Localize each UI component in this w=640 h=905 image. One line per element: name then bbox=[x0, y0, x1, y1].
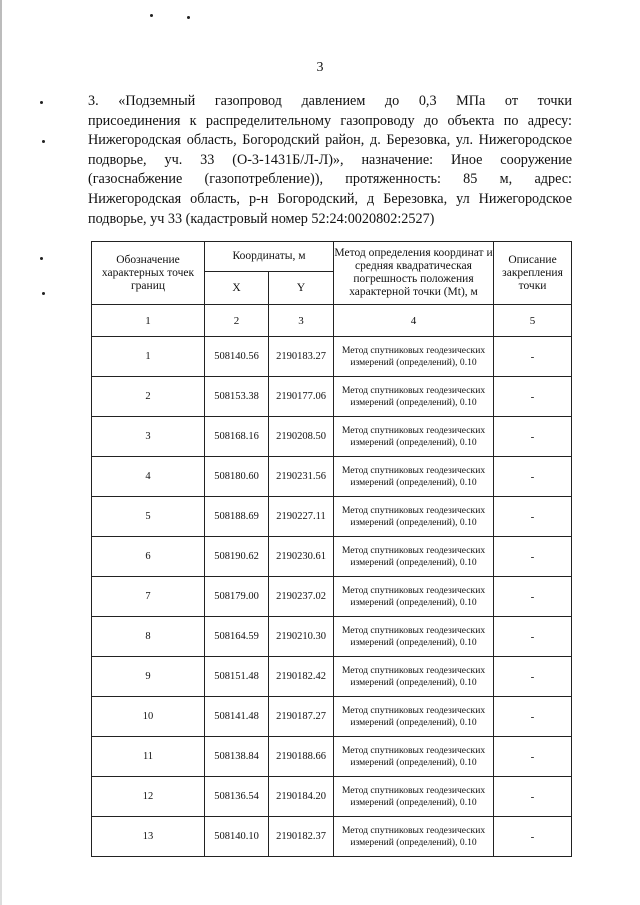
description-cell: - bbox=[494, 737, 572, 777]
point-number: 9 bbox=[92, 657, 205, 697]
point-number: 2 bbox=[92, 377, 205, 417]
scan-speck bbox=[187, 16, 190, 19]
header-points: Обозначение характерных точек границ bbox=[92, 242, 205, 305]
description-cell: - bbox=[494, 577, 572, 617]
description-line: Нижегородская область, р-н Богородский, д Березовка, ул Нижегородское bbox=[88, 190, 572, 207]
method-cell: Метод спутниковых геодезических измерений (определений), 0.10 bbox=[334, 657, 494, 697]
description-cell: - bbox=[494, 617, 572, 657]
method-cell: Метод спутниковых геодезических измерений (определений), 0.10 bbox=[334, 777, 494, 817]
method-cell: Метод спутниковых геодезических измерений (определений), 0.10 bbox=[334, 577, 494, 617]
header-x: X bbox=[205, 272, 269, 305]
method-cell: Метод спутниковых геодезических измерений (определений), 0.10 bbox=[334, 697, 494, 737]
description-cell: - bbox=[494, 817, 572, 857]
coord-x: 508141.48 bbox=[205, 697, 269, 737]
scan-speck bbox=[150, 14, 153, 17]
point-number: 13 bbox=[92, 817, 205, 857]
description-cell: - bbox=[494, 377, 572, 417]
coord-x: 508164.59 bbox=[205, 617, 269, 657]
coord-y: 2190210.30 bbox=[269, 617, 334, 657]
point-number: 5 bbox=[92, 497, 205, 537]
column-number: 3 bbox=[269, 305, 334, 337]
coordinates-table bbox=[91, 241, 572, 857]
coord-y: 2190182.42 bbox=[269, 657, 334, 697]
point-number: 12 bbox=[92, 777, 205, 817]
column-number: 1 bbox=[92, 305, 205, 337]
method-cell: Метод спутниковых геодезических измерений (определений), 0.10 bbox=[334, 737, 494, 777]
method-cell: Метод спутниковых геодезических измерений (определений), 0.10 bbox=[334, 617, 494, 657]
description-cell: - bbox=[494, 457, 572, 497]
coord-x: 508168.16 bbox=[205, 417, 269, 457]
coord-y: 2190227.11 bbox=[269, 497, 334, 537]
scan-speck bbox=[42, 292, 45, 295]
coord-y: 2190182.37 bbox=[269, 817, 334, 857]
point-number: 10 bbox=[92, 697, 205, 737]
method-cell: Метод спутниковых геодезических измерений (определений), 0.10 bbox=[334, 817, 494, 857]
point-number: 3 bbox=[92, 417, 205, 457]
header-coordinates: Координаты, м bbox=[205, 242, 334, 272]
object-description bbox=[88, 92, 572, 229]
table-row bbox=[92, 537, 572, 577]
description-cell: - bbox=[494, 337, 572, 377]
table-row bbox=[92, 417, 572, 457]
table-row bbox=[92, 817, 572, 857]
coord-x: 508140.56 bbox=[205, 337, 269, 377]
coord-x: 508140.10 bbox=[205, 817, 269, 857]
table-row bbox=[92, 777, 572, 817]
table-row bbox=[92, 697, 572, 737]
description-cell: - bbox=[494, 417, 572, 457]
coord-y: 2190184.20 bbox=[269, 777, 334, 817]
coord-y: 2190188.66 bbox=[269, 737, 334, 777]
method-cell: Метод спутниковых геодезических измерений (определений), 0.10 bbox=[334, 537, 494, 577]
coord-y: 2190187.27 bbox=[269, 697, 334, 737]
description-line: 3. «Подземный газопровод давлением до 0,3 МПа от точки bbox=[88, 93, 572, 109]
coord-x: 508153.38 bbox=[205, 377, 269, 417]
coord-x: 508138.84 bbox=[205, 737, 269, 777]
description-line: подворье, уч 33 (кадастровый номер 52:24:0020802:2527) bbox=[88, 210, 435, 227]
coord-x: 508188.69 bbox=[205, 497, 269, 537]
coord-x: 508151.48 bbox=[205, 657, 269, 697]
coord-x: 508180.60 bbox=[205, 457, 269, 497]
header-y: Y bbox=[269, 272, 334, 305]
method-cell: Метод спутниковых геодезических измерений (определений), 0.10 bbox=[334, 417, 494, 457]
coord-x: 508190.62 bbox=[205, 537, 269, 577]
method-cell: Метод спутниковых геодезических измерений (определений), 0.10 bbox=[334, 497, 494, 537]
description-cell: - bbox=[494, 657, 572, 697]
column-number: 2 bbox=[205, 305, 269, 337]
column-number: 4 bbox=[334, 305, 494, 337]
table-row bbox=[92, 737, 572, 777]
method-cell: Метод спутниковых геодезических измерений (определений), 0.10 bbox=[334, 377, 494, 417]
table-row bbox=[92, 577, 572, 617]
header-description: Описание закрепления точки bbox=[494, 242, 572, 305]
method-cell: Метод спутниковых геодезических измерений (определений), 0.10 bbox=[334, 457, 494, 497]
coord-y: 2190208.50 bbox=[269, 417, 334, 457]
description-line: присоединения к распределительному газопроводу до объекта по адресу: bbox=[88, 112, 572, 129]
scan-speck bbox=[42, 140, 45, 143]
point-number: 11 bbox=[92, 737, 205, 777]
table-row bbox=[92, 497, 572, 537]
coord-y: 2190237.02 bbox=[269, 577, 334, 617]
coord-y: 2190231.56 bbox=[269, 457, 334, 497]
description-line: подворье, уч. 33 (О-3-1431Б/Л-Л)», назначение: Иное сооружение bbox=[88, 151, 572, 168]
point-number: 8 bbox=[92, 617, 205, 657]
description-line: (газоснабжение (газопотребление)), протяженность: 85 м, адрес: bbox=[88, 171, 572, 188]
description-cell: - bbox=[494, 777, 572, 817]
header-method: Метод определения координат и средняя квадратическая погрешность положения характерной точки (Mt), м bbox=[334, 242, 494, 305]
coord-x: 508179.00 bbox=[205, 577, 269, 617]
description-cell: - bbox=[494, 537, 572, 577]
point-number: 6 bbox=[92, 537, 205, 577]
description-cell: - bbox=[494, 497, 572, 537]
table-row bbox=[92, 337, 572, 377]
scan-edge bbox=[0, 0, 2, 905]
scan-speck bbox=[40, 101, 43, 104]
table-row bbox=[92, 457, 572, 497]
table-row bbox=[92, 617, 572, 657]
coord-x: 508136.54 bbox=[205, 777, 269, 817]
method-cell: Метод спутниковых геодезических измерений (определений), 0.10 bbox=[334, 337, 494, 377]
scan-speck bbox=[40, 257, 43, 260]
point-number: 7 bbox=[92, 577, 205, 617]
description-cell: - bbox=[494, 697, 572, 737]
coord-y: 2190230.61 bbox=[269, 537, 334, 577]
coord-y: 2190183.27 bbox=[269, 337, 334, 377]
column-number: 5 bbox=[494, 305, 572, 337]
coord-y: 2190177.06 bbox=[269, 377, 334, 417]
description-line: Нижегородская область, Богородский район, д. Березовка, ул. Нижегородское bbox=[88, 132, 572, 149]
page-number: 3 bbox=[316, 60, 324, 75]
table-row bbox=[92, 657, 572, 697]
point-number: 1 bbox=[92, 337, 205, 377]
point-number: 4 bbox=[92, 457, 205, 497]
table-row bbox=[92, 377, 572, 417]
